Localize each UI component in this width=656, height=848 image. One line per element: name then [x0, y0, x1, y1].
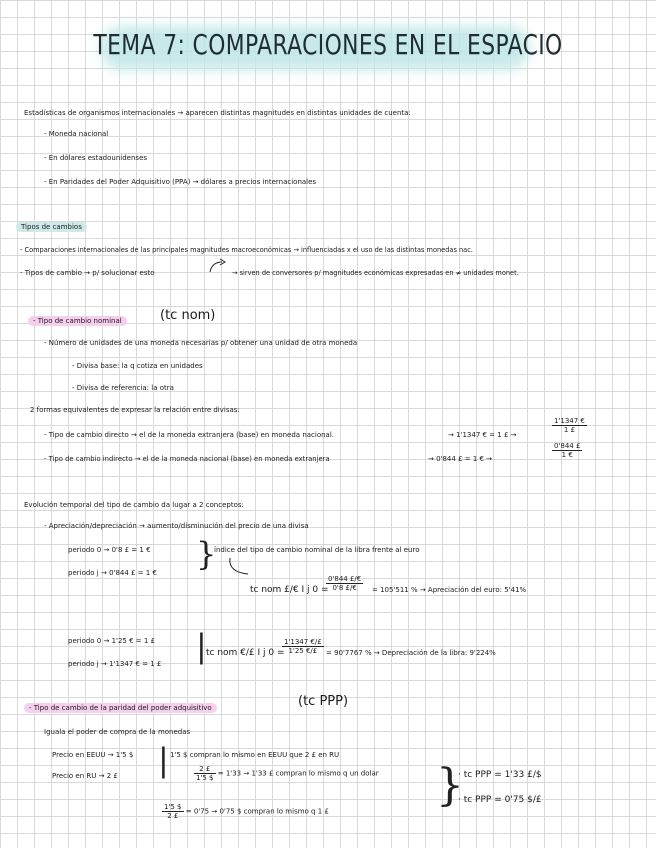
page-title: TEMA 7: COMPARACIONES EN EL ESPACIO	[93, 28, 563, 61]
section-heading-tipos	[16, 222, 87, 232]
ppa-brace-line: 1'5 $ compran lo mismo en EEUU que 2 £ en RU	[170, 751, 340, 759]
directo-fraction	[552, 417, 587, 434]
ppa-symbol: (tc PPP)	[298, 694, 349, 709]
calc1-den: 0'8 £/€	[332, 584, 357, 592]
indirecto-frac-den: 1 €	[561, 451, 573, 459]
calc2-fraction	[282, 638, 324, 655]
ppa-heading-text: - Tipo de cambio de la paridad del poder adquisitivo	[24, 703, 217, 713]
directo-line: - Tipo de cambio directo → el de la moneda extranjera (base) en moneda nacional.	[44, 431, 335, 439]
section-heading-nominal	[28, 316, 127, 326]
precio-eeuu: Precio en EEUU → 1'5 $	[52, 751, 134, 759]
brace-b-icon: |	[196, 627, 207, 665]
brace-a-icon: }	[196, 535, 217, 573]
calc2-num: 1'1347 €/£	[284, 638, 322, 646]
calc2-result: = 90'7767 % → Depreciación de la libra: 9'224%	[326, 649, 496, 657]
precio-ru: Precio en RU → 2 £	[52, 772, 118, 780]
tipos-heading-text: Tipos de cambios	[16, 222, 87, 232]
evolucion-brace-text: índice del tipo de cambio nominal de la libra frente al euro	[214, 546, 420, 554]
periodo-j-a: periodo j → 0'844 £ = 1 €	[68, 569, 157, 577]
brace-d-icon: }	[436, 760, 464, 811]
indirecto-fraction	[552, 442, 582, 459]
nominal-sub-1: - Divisa base: la q cotiza en unidades	[72, 362, 203, 370]
evolucion-heading: Evolución temporal del tipo de cambio da lugar a 2 conceptos:	[24, 501, 244, 509]
ppa-definition: Iguala el poder de compra de la monedas	[44, 728, 191, 736]
calc1-result: = 105'511 % → Apreciación del euro: 5'41%	[372, 586, 527, 594]
curved-arrow-down-icon	[226, 556, 252, 578]
calc1-fraction	[326, 575, 363, 592]
nominal-sub-2: - Divisa de referencia: la otra	[72, 384, 174, 392]
nominal-definition: - Número de unidades de una moneda necesarias p/ obtener una unidad de otra moneda	[44, 339, 358, 347]
calc2-lhs: tc nom €/£ I j 0 =	[206, 648, 285, 658]
ppa-result-2: · tc PPP = 0'75 $/£	[458, 795, 542, 805]
ppa-frac1	[194, 765, 379, 782]
tipos-line-2b: → sirven de conversores p/ magnitudes económicas expresadas en ≠ unidades monet.	[232, 269, 519, 277]
ppa-frac1-rest: = 1'33 → 1'33 £ compran lo mismo q un dolar	[217, 769, 379, 778]
periodo-j-b: periodo j → 1'1347 € = 1 £	[68, 660, 162, 668]
intro-line: Estadísticas de organismos internacionales → aparecen distintas magnitudes en distintas unidades de cuenta:	[24, 109, 411, 117]
ppa-frac2-den: 2 £	[167, 812, 179, 820]
calc1-num: 0'844 £/€	[328, 575, 362, 583]
tipos-line-2a: - Tipos de cambio → p/ solucionar esto	[20, 269, 155, 277]
intro-item-1: - Moneda nacional	[44, 130, 109, 138]
indirecto-line: - Tipo de cambio indirecto → el de la moneda nacional (base) en moneda extranjera	[44, 455, 330, 463]
evolucion-apreciacion: - Apreciación/depreciación → aumento/disminución del precio de una divisa	[44, 522, 309, 530]
directo-frac-num: 1'1347 €	[554, 417, 585, 425]
ppa-frac2	[162, 803, 329, 820]
brace-c-icon: |	[158, 741, 169, 779]
tipos-line-1: - Comparaciones internacionales de las principales magnitudes macroeconómicas → influenciadas x el uso de las distintas monedas nac.	[20, 246, 473, 254]
section-heading-ppa	[24, 703, 217, 713]
ppa-frac1-num: 2 £	[194, 765, 216, 774]
intro-item-2: - En dólares estadounidenses	[44, 154, 148, 162]
nominal-formas: 2 formas equivalentes de expresar la relación entre divisas:	[30, 406, 240, 414]
nominal-heading-text: - Tipo de cambio nominal	[28, 316, 127, 326]
directo-frac-den: 1 £	[563, 426, 575, 434]
ppa-frac2-rest: = 0'75 → 0'75 $ compran lo mismo q 1 £	[185, 807, 329, 816]
ppa-frac2-num: 1'5 $	[164, 803, 182, 811]
calc1-lhs: tc nom £/€ I j 0 =	[250, 585, 329, 595]
intro-item-3: - En Paridades del Poder Adquisitivo (PPA) → dólares a precios internacionales	[44, 178, 317, 186]
periodo-0-a: periodo 0 → 0'8 £ = 1 €	[68, 546, 151, 554]
periodo-0-b: periodo 0 → 1'25 € = 1 £	[68, 637, 155, 645]
indirecto-frac-num: 0'844 £	[554, 442, 581, 450]
ppa-frac1-den: 1'5 $	[196, 774, 214, 782]
nominal-symbol: (tc nom)	[160, 308, 216, 323]
calc2-den: 1'25 €/£	[288, 647, 318, 655]
curved-arrow-icon	[208, 258, 230, 274]
ppa-result-1: · tc PPP = 1'33 £/$	[458, 770, 542, 780]
indirecto-equation: → 0'844 £ = 1 € →	[428, 455, 493, 463]
directo-equation: → 1'1347 € = 1 £ →	[448, 431, 517, 439]
